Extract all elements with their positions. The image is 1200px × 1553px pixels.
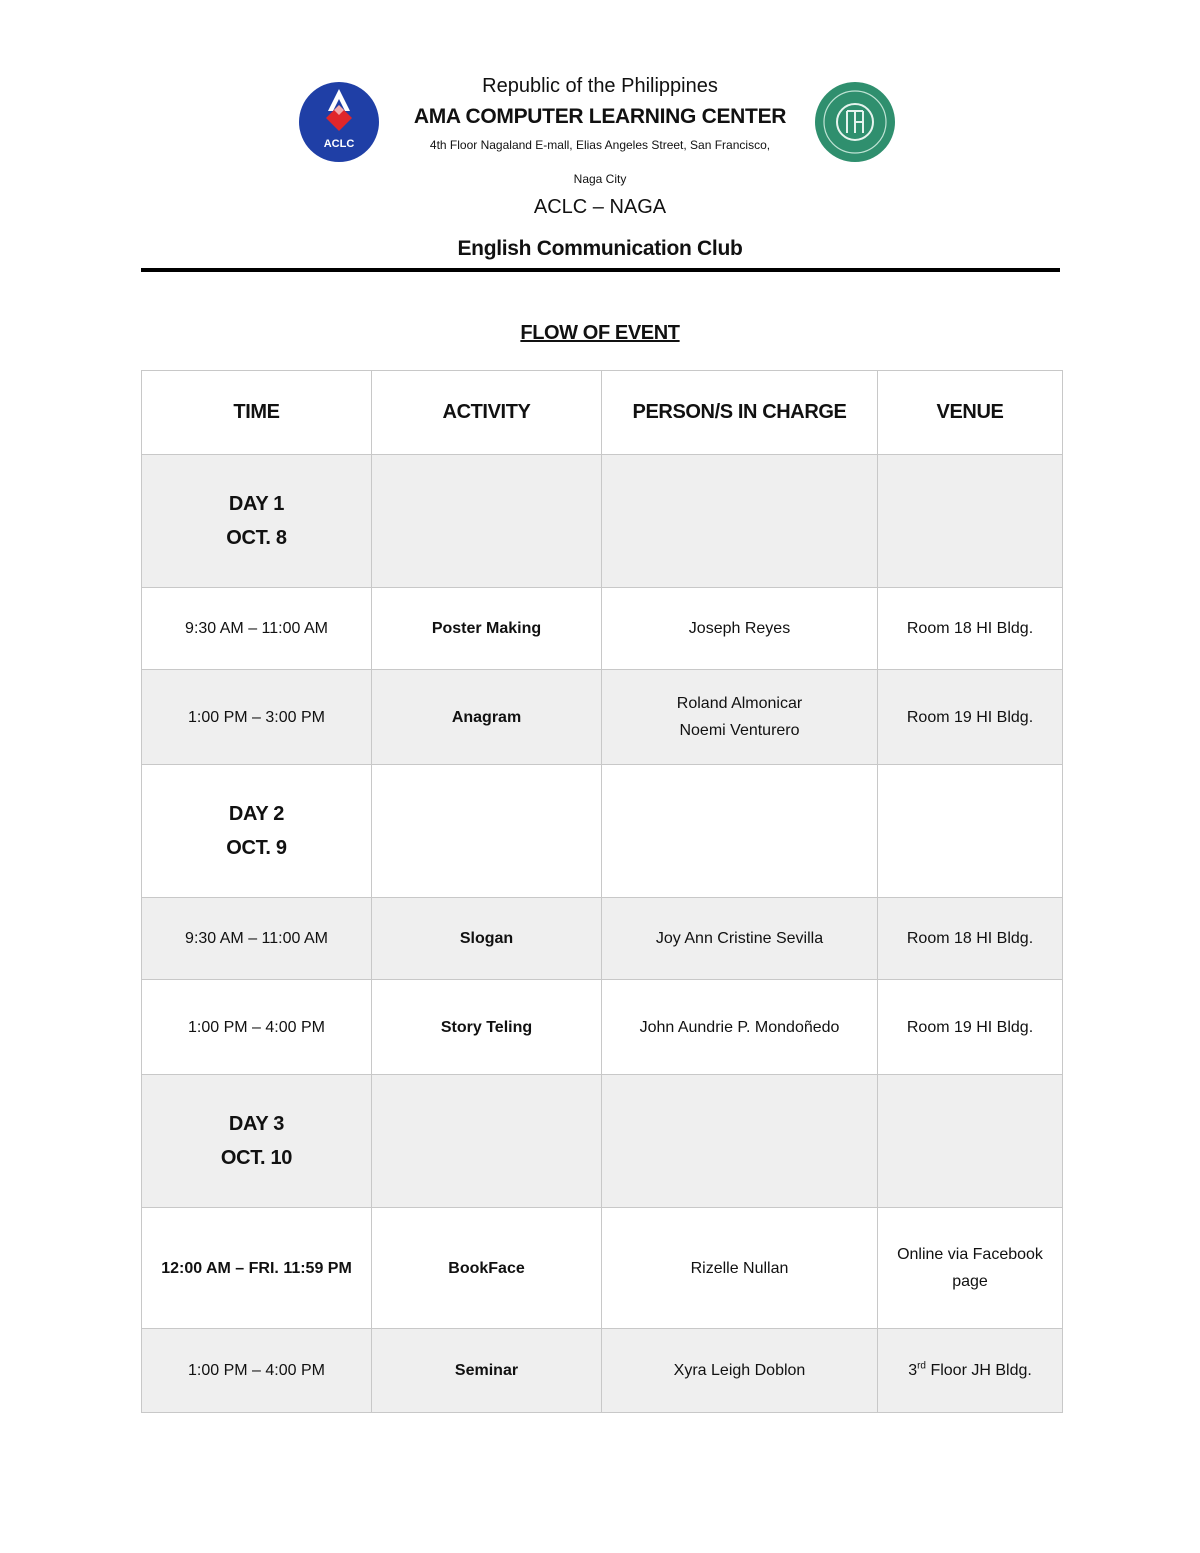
activity-cell: Slogan xyxy=(372,898,602,980)
activity-cell: Anagram xyxy=(372,670,602,765)
person-cell: Joy Ann Cristine Sevilla xyxy=(602,898,878,980)
time-cell: 12:00 AM – FRI. 11:59 PM xyxy=(142,1208,372,1329)
person-name: Noemi Venturero xyxy=(679,722,800,739)
header-activity: ACTIVITY xyxy=(372,371,602,455)
header-venue: VENUE xyxy=(878,371,1063,455)
table-row xyxy=(142,588,1063,670)
activity-cell: Poster Making xyxy=(372,588,602,670)
day-date: OCT. 10 xyxy=(220,1147,293,1169)
day-cell xyxy=(142,455,372,588)
table-row xyxy=(142,1329,1063,1413)
republic-label: Republic of the Philippines xyxy=(482,75,718,97)
day-label: DAY 3 xyxy=(228,1113,285,1135)
header-time: TIME xyxy=(142,371,372,455)
table-row xyxy=(142,670,1063,765)
english-club-logo xyxy=(814,81,896,163)
activity-cell: Story Teling xyxy=(372,980,602,1075)
event-flow-table xyxy=(141,370,1063,1413)
activity-cell: Seminar xyxy=(372,1329,602,1413)
school-name: AMA COMPUTER LEARNING CENTER xyxy=(413,105,787,128)
venue-cell: Room 19 HI Bldg. xyxy=(878,980,1063,1075)
header-persons: PERSON/S IN CHARGE xyxy=(602,371,878,455)
day-cell xyxy=(142,765,372,898)
person-cell: Xyra Leigh Doblon xyxy=(602,1329,878,1413)
time-cell: 1:00 PM – 4:00 PM xyxy=(142,980,372,1075)
person-cell xyxy=(602,670,878,765)
venue-floor-rest: Floor JH Bldg. xyxy=(926,1362,1032,1379)
time-cell: 1:00 PM – 4:00 PM xyxy=(142,1329,372,1413)
time-cell: 1:00 PM – 3:00 PM xyxy=(142,670,372,765)
letterhead xyxy=(380,70,820,187)
table-header-row xyxy=(142,371,1063,455)
table-row xyxy=(142,980,1063,1075)
venue-cell: Room 19 HI Bldg. xyxy=(878,670,1063,765)
page-title: FLOW OF EVENT xyxy=(520,322,680,344)
person-cell: John Aundrie P. Mondoñedo xyxy=(602,980,878,1075)
header-divider xyxy=(141,268,1060,272)
club-name: English Communication Club xyxy=(457,237,743,260)
day-date: OCT. 9 xyxy=(226,837,287,859)
person-cell: Rizelle Nullan xyxy=(602,1208,878,1329)
venue-cell: Room 18 HI Bldg. xyxy=(878,588,1063,670)
aclc-logo xyxy=(298,81,380,163)
day-date: OCT. 8 xyxy=(226,527,287,549)
venue-floor-number: 3 xyxy=(908,1362,918,1379)
activity-cell: BookFace xyxy=(372,1208,602,1329)
venue-cell: Online via Facebook page xyxy=(878,1208,1063,1329)
venue-cell xyxy=(878,1329,1063,1413)
day-label: DAY 1 xyxy=(228,493,285,515)
day-row xyxy=(142,455,1063,588)
time-cell: 9:30 AM – 11:00 AM xyxy=(142,898,372,980)
school-address: 4th Floor Nagaland E-mall, Elias Angeles Street, San Francisco, xyxy=(429,138,771,152)
svg-text:ACLC: ACLC xyxy=(323,138,355,150)
person-cell: Joseph Reyes xyxy=(602,588,878,670)
day-cell xyxy=(142,1075,372,1208)
day-row xyxy=(142,1075,1063,1208)
day-label: DAY 2 xyxy=(228,803,285,825)
table-row xyxy=(142,1208,1063,1329)
campus-name: ACLC – NAGA xyxy=(533,196,667,218)
person-name: Roland Almonicar xyxy=(676,695,803,712)
venue-floor-suffix: rd xyxy=(917,1360,926,1372)
school-city: Naga City xyxy=(573,172,627,186)
time-cell: 9:30 AM – 11:00 AM xyxy=(142,588,372,670)
day-row xyxy=(142,765,1063,898)
venue-cell: Room 18 HI Bldg. xyxy=(878,898,1063,980)
table-row xyxy=(142,898,1063,980)
